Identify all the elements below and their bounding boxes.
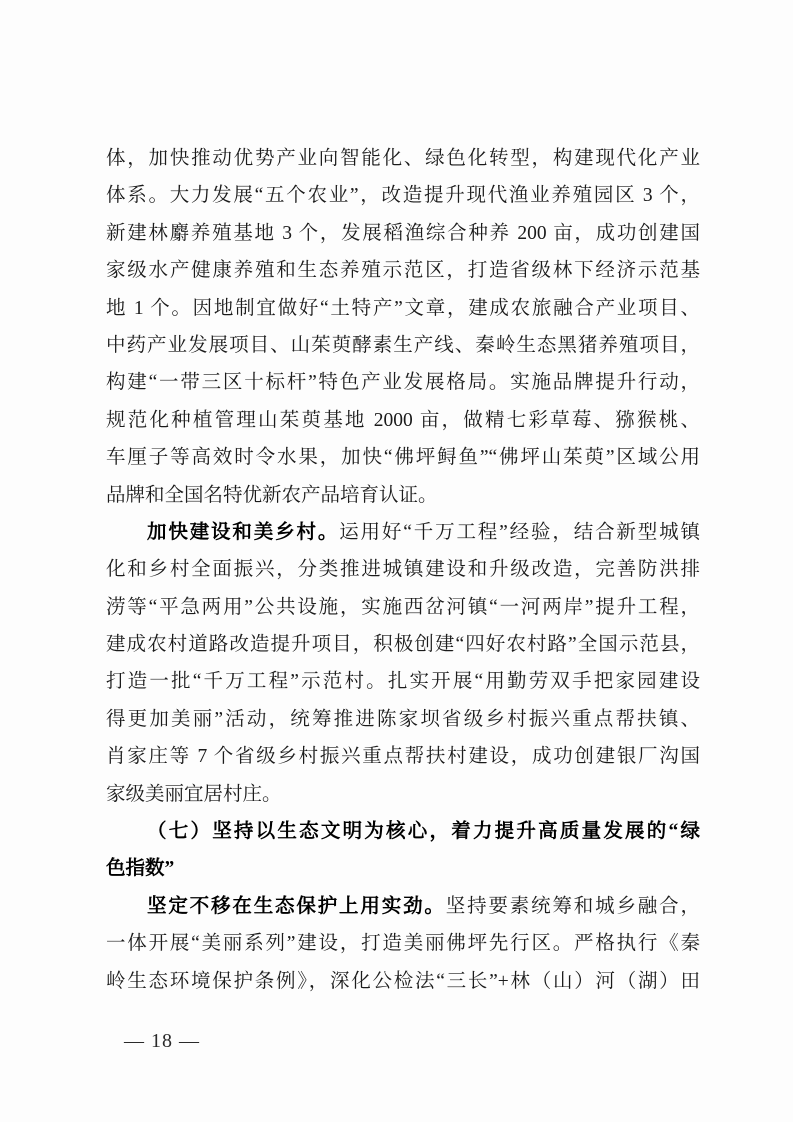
text-line: [106, 925, 700, 962]
text-line: [106, 439, 700, 476]
text-line: [106, 963, 700, 1000]
text-segment: 体系。大力发展“五个农业”，改造提升现代渔业养殖园区 3 个，: [106, 185, 700, 207]
text-segment: 化和乡村全面振兴，分类推进城镇建设和升级改造，完善防洪排: [106, 559, 700, 581]
bold-text-segment: 坚定不移在生态保护上用实劲。: [147, 895, 446, 917]
text-segment: 家级美丽宜居村庄。: [106, 783, 282, 805]
text-segment: 运用好“千万工程”经验，结合新型城镇: [339, 521, 700, 543]
text-line: [106, 402, 700, 439]
section-heading-line: [106, 813, 700, 850]
text-line: [106, 514, 700, 551]
text-segment: 地 1 个。因地制宜做好“土特产”文章，建成农旅融合产业项目、: [106, 297, 700, 319]
text-line: [106, 701, 700, 738]
document-body: [106, 140, 700, 1000]
text-line: [106, 663, 700, 700]
text-segment: 新建林麝养殖基地 3 个，发展稻渔综合种养 200 亩，成功创建国: [106, 222, 700, 244]
bold-text-segment: 色指数”: [106, 858, 175, 880]
text-line: [106, 364, 700, 401]
page-number: — 18 —: [124, 1030, 200, 1052]
text-segment: 坚持要素统筹和城乡融合，: [445, 895, 700, 917]
text-segment: 岭生态环境保护条例》，深化公检法“三长”+林（山）河（湖）田: [106, 970, 700, 992]
text-segment: 体，加快推动优势产业向智能化、绿色化转型，构建现代化产业: [106, 148, 700, 169]
text-line: [106, 551, 700, 588]
text-segment: 车厘子等高效时令水果，加快“佛坪鲟鱼”“佛坪山茱萸”区域公用: [106, 447, 700, 469]
text-segment: 品牌和全国名特优新农产品培育认证。: [106, 484, 438, 506]
section-heading-line: [106, 850, 700, 887]
text-line: [106, 477, 700, 514]
text-line: [106, 290, 700, 327]
text-line: [106, 215, 700, 252]
text-line: [106, 626, 700, 663]
text-segment: 打造一批“千万工程”示范村。扎实开展“用勤劳双手把家园建设: [106, 671, 700, 693]
text-segment: 一体开展“美丽系列”建设，打造美丽佛坪先行区。严格执行《秦: [106, 933, 700, 955]
text-line: [106, 252, 700, 289]
text-segment: 得更加美丽”活动，统筹推进陈家坝省级乡村振兴重点帮扶镇、: [106, 708, 700, 730]
text-line: [106, 776, 700, 813]
bold-text-segment: （七）坚持以生态文明为核心，着力提升高质量发展的“绿: [147, 821, 700, 843]
text-line: [106, 327, 700, 364]
text-segment: 建成农村道路改造提升项目，积极创建“四好农村路”全国示范县，: [106, 634, 700, 656]
bold-text-segment: 加快建设和美乡村。: [147, 521, 340, 543]
text-line: [106, 140, 700, 177]
text-line: [106, 589, 700, 626]
text-segment: 规范化种植管理山茱萸基地 2000 亩，做精七彩草莓、猕猴桃、: [106, 409, 700, 431]
text-line: [106, 888, 700, 925]
text-segment: 家级水产健康养殖和生态养殖示范区，打造省级林下经济示范基: [106, 260, 700, 282]
text-line: [106, 738, 700, 775]
text-segment: 涝等“平急两用”公共设施，实施西岔河镇“一河两岸”提升工程，: [106, 596, 700, 618]
text-segment: 肖家庄等 7 个省级乡村振兴重点帮扶村建设，成功创建银厂沟国: [106, 746, 700, 768]
text-line: [106, 177, 700, 214]
text-segment: 中药产业发展项目、山茱萸酵素生产线、秦岭生态黑猪养殖项目，: [106, 334, 700, 356]
text-segment: 构建“一带三区十标杆”特色产业发展格局。实施品牌提升行动，: [106, 372, 700, 394]
